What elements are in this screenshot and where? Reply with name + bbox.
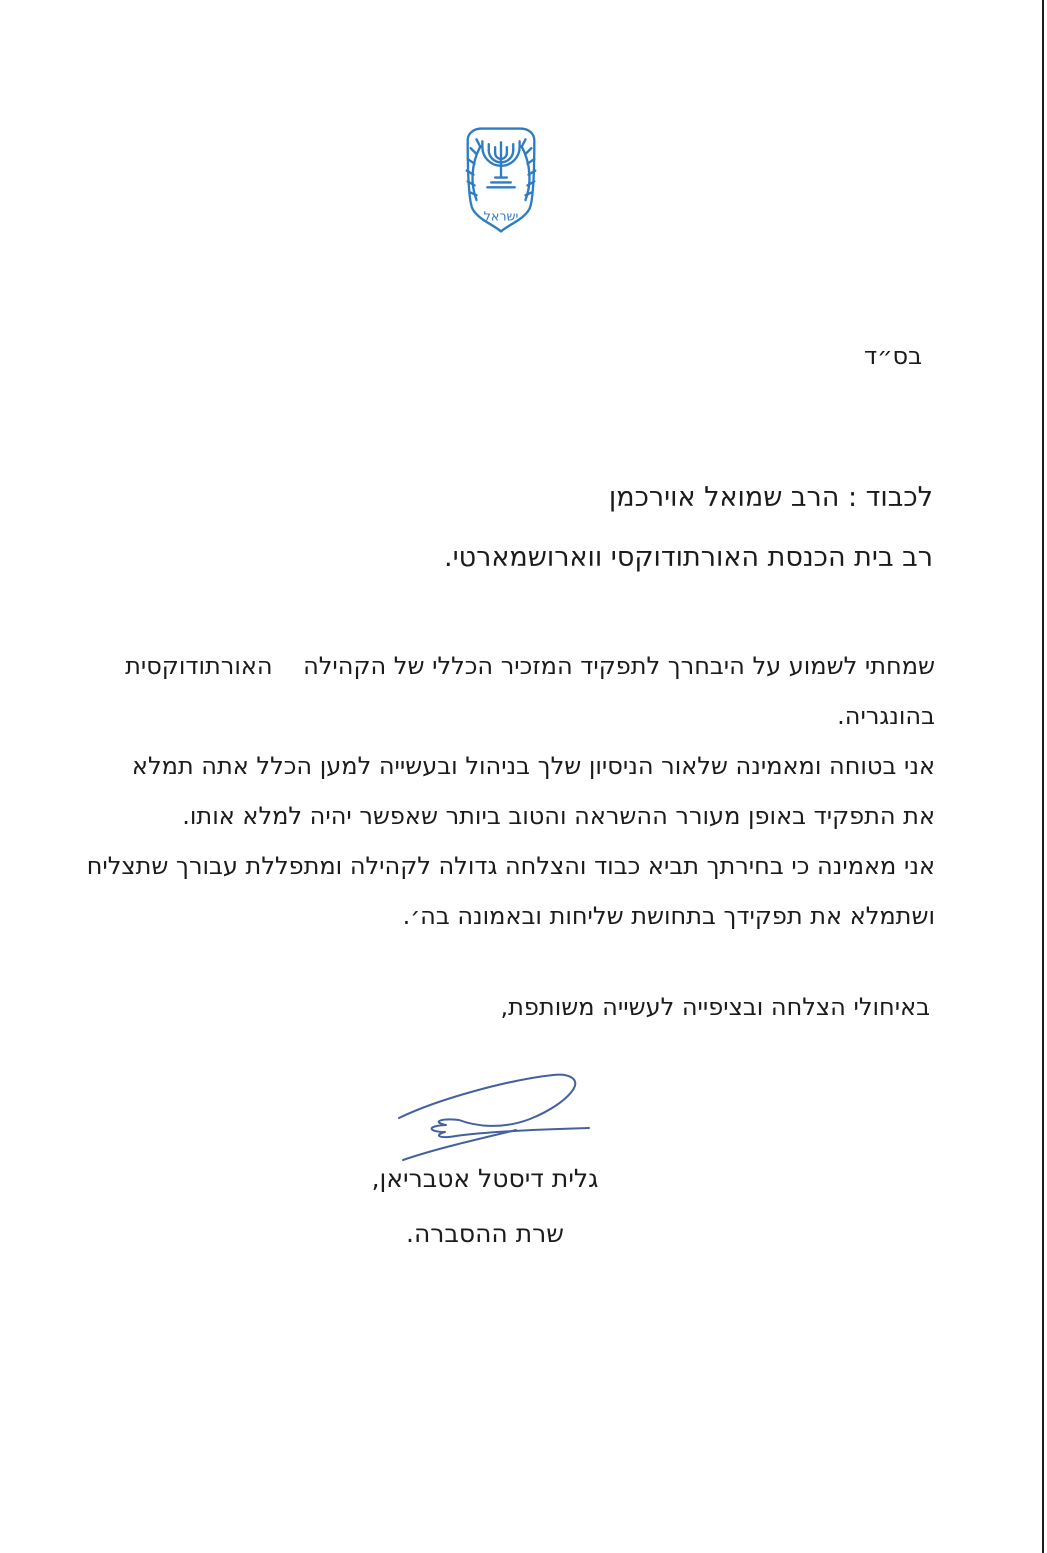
body-line: אני מאמינה כי בחירתך תביא כבוד והצלחה גדולה לקהילה ומתפללת עבורך שתצליח — [86, 852, 935, 880]
addressee-block — [444, 468, 933, 588]
body-line: ושתמלא את תפקידך בתחושת שליחות ובאמונה בה׳. — [402, 902, 935, 930]
body-line: את התפקיד באופן מעורר ההשראה והטוב ביותר שאפשר יהיה למלא אותו. — [182, 802, 935, 830]
signatory-name: גלית דיסטל אטבריאן, — [371, 1164, 599, 1193]
emblem-caption: ישראל — [483, 209, 519, 225]
addressee-line-1: לכבוד : הרב שמואל אוירכמן — [608, 482, 933, 513]
closing-line: באיחולי הצלחה ובציפייה לעשייה משותפת, — [500, 993, 930, 1021]
bsd-header: בס״ד — [863, 342, 922, 370]
israel-emblem-icon — [452, 120, 550, 238]
body-line: שמחתי לשמוע על היבחרך לתפקיד המזכיר הכללי של הקהילה האורתודוקסית — [125, 652, 935, 680]
body-line: אני בטוחה ומאמינה שלאור הניסיון שלך בניהול ובעשייה למען הכלל אתה תמלא — [131, 752, 935, 780]
handwritten-signature — [383, 1068, 595, 1164]
page-edge-line — [1042, 0, 1044, 1553]
signatory-title: שרת ההסברה. — [406, 1219, 564, 1248]
body-line: בהונגריה. — [837, 702, 935, 730]
letter-body — [85, 648, 935, 948]
addressee-line-2: רב בית הכנסת האורתודוקסי ווארושמארטי. — [443, 542, 933, 573]
